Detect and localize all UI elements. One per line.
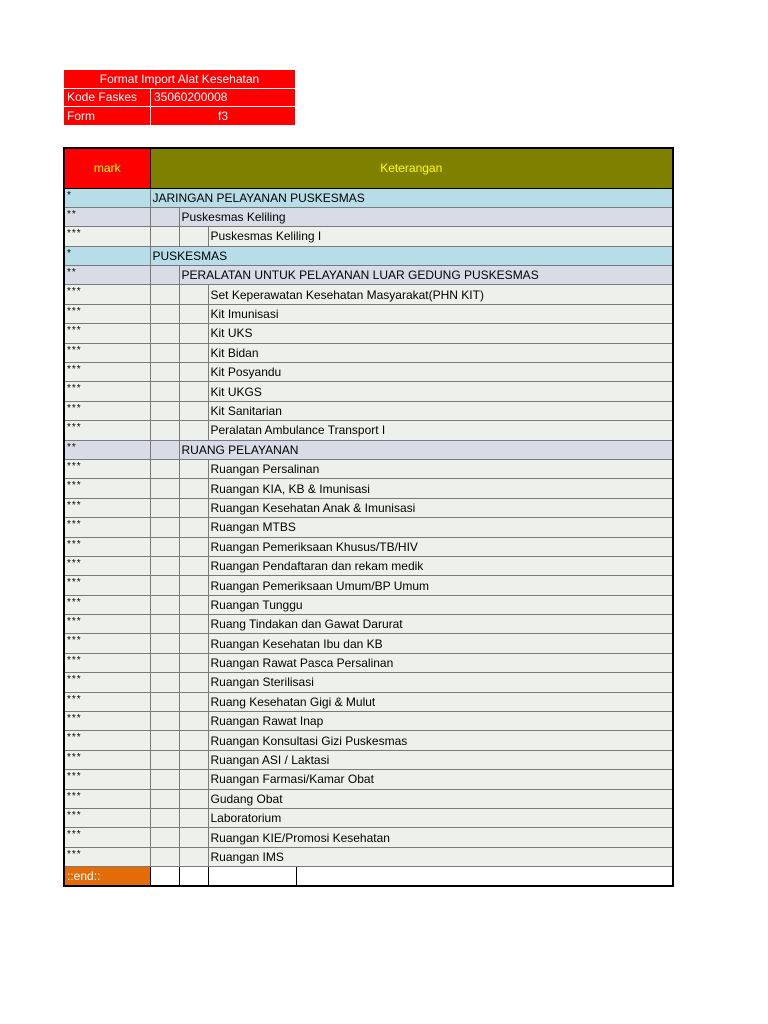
indent-cell[interactable] <box>150 673 179 692</box>
mark-cell[interactable]: *** <box>64 789 150 808</box>
mark-cell[interactable]: *** <box>64 770 150 789</box>
mark-cell[interactable]: *** <box>64 227 150 246</box>
indent-cell[interactable] <box>179 285 208 304</box>
mark-cell[interactable]: *** <box>64 343 150 362</box>
indent-cell[interactable] <box>150 207 179 226</box>
mark-cell[interactable]: *** <box>64 401 150 420</box>
mark-cell[interactable]: *** <box>64 556 150 575</box>
mark-cell[interactable]: *** <box>64 363 150 382</box>
form-label: Form <box>64 107 151 126</box>
keterangan-cell[interactable]: Kit UKS <box>208 324 673 343</box>
indent-cell[interactable] <box>179 809 208 828</box>
indent-cell[interactable] <box>179 576 208 595</box>
mark-cell[interactable]: *** <box>64 285 150 304</box>
table-row[interactable] <box>64 789 673 808</box>
indent-cell[interactable] <box>150 789 179 808</box>
keterangan-cell[interactable]: Ruangan Pemeriksaan Umum/BP Umum <box>208 576 673 595</box>
keterangan-cell[interactable]: Ruangan Sterilisasi <box>208 673 673 692</box>
kode-faskes-value[interactable]: 35060200008 <box>151 88 296 107</box>
indent-cell[interactable] <box>150 266 179 285</box>
indent-cell[interactable] <box>150 498 179 517</box>
indent-cell[interactable] <box>179 421 208 440</box>
indent-cell[interactable] <box>179 770 208 789</box>
indent-cell[interactable] <box>179 401 208 420</box>
indent-cell[interactable] <box>150 847 179 866</box>
keterangan-cell[interactable]: Kit Posyandu <box>208 363 673 382</box>
indent-cell[interactable] <box>150 479 179 498</box>
form-value[interactable]: f3 <box>151 107 296 126</box>
table-row[interactable] <box>64 731 673 750</box>
indent-cell[interactable] <box>150 518 179 537</box>
indent-cell[interactable] <box>150 537 179 556</box>
mark-cell[interactable]: * <box>64 246 150 265</box>
indent-cell[interactable] <box>150 653 179 672</box>
empty-cell[interactable] <box>179 867 208 886</box>
keterangan-cell[interactable]: Ruangan Pemeriksaan Khusus/TB/HIV <box>208 537 673 556</box>
table-row[interactable] <box>64 770 673 789</box>
indent-cell[interactable] <box>179 595 208 614</box>
indent-cell[interactable] <box>179 789 208 808</box>
keterangan-cell[interactable]: Ruangan Farmasi/Kamar Obat <box>208 770 673 789</box>
table-row[interactable] <box>64 440 673 459</box>
table-row[interactable] <box>64 653 673 672</box>
indent-cell[interactable] <box>179 692 208 711</box>
keterangan-cell[interactable]: Ruangan Pendaftaran dan rekam medik <box>208 556 673 575</box>
table-row[interactable] <box>64 382 673 401</box>
mark-cell[interactable]: *** <box>64 750 150 769</box>
indent-cell[interactable] <box>179 363 208 382</box>
indent-cell[interactable] <box>150 712 179 731</box>
keterangan-cell[interactable]: RUANG PELAYANAN <box>179 440 673 459</box>
table-row[interactable] <box>64 459 673 478</box>
indent-cell[interactable] <box>150 692 179 711</box>
table-row[interactable] <box>64 556 673 575</box>
indent-cell[interactable] <box>150 634 179 653</box>
keterangan-cell[interactable]: Ruangan IMS <box>208 847 673 866</box>
indent-cell[interactable] <box>179 324 208 343</box>
table-row[interactable] <box>64 750 673 769</box>
table-row[interactable] <box>64 595 673 614</box>
keterangan-cell[interactable]: Kit Sanitarian <box>208 401 673 420</box>
keterangan-cell[interactable]: Ruangan Kesehatan Anak & Imunisasi <box>208 498 673 517</box>
indent-cell[interactable] <box>150 615 179 634</box>
keterangan-cell[interactable]: Puskesmas Keliling I <box>208 227 673 246</box>
indent-cell[interactable] <box>179 459 208 478</box>
mark-cell[interactable]: *** <box>64 421 150 440</box>
indent-cell[interactable] <box>179 304 208 323</box>
keterangan-cell[interactable]: Ruangan Persalinan <box>208 459 673 478</box>
indent-cell[interactable] <box>179 673 208 692</box>
mark-cell[interactable]: *** <box>64 634 150 653</box>
mark-cell[interactable]: *** <box>64 809 150 828</box>
table-row[interactable] <box>64 809 673 828</box>
mark-cell[interactable]: *** <box>64 847 150 866</box>
table-row[interactable] <box>64 324 673 343</box>
table-row[interactable] <box>64 421 673 440</box>
keterangan-cell[interactable]: Ruangan ASI / Laktasi <box>208 750 673 769</box>
indent-cell[interactable] <box>179 712 208 731</box>
table-row[interactable] <box>64 634 673 653</box>
indent-cell[interactable] <box>179 382 208 401</box>
indent-cell[interactable] <box>179 479 208 498</box>
table-row[interactable] <box>64 692 673 711</box>
kode-faskes-label: Kode Faskes <box>64 88 151 107</box>
info-block <box>63 69 296 126</box>
keterangan-cell[interactable]: Gudang Obat <box>208 789 673 808</box>
indent-cell[interactable] <box>150 227 179 246</box>
table-row[interactable] <box>64 363 673 382</box>
indent-cell[interactable] <box>179 537 208 556</box>
keterangan-cell[interactable]: Ruangan Kesehatan Ibu dan KB <box>208 634 673 653</box>
keterangan-cell[interactable]: Puskesmas Keliling <box>179 207 673 226</box>
mark-cell[interactable]: *** <box>64 479 150 498</box>
keterangan-cell[interactable]: Kit UKGS <box>208 382 673 401</box>
table-row[interactable] <box>64 207 673 226</box>
column-header-keterangan: Keterangan <box>150 148 673 188</box>
mark-cell[interactable]: *** <box>64 498 150 517</box>
mark-cell[interactable]: *** <box>64 382 150 401</box>
table-row[interactable] <box>64 479 673 498</box>
keterangan-cell[interactable]: Kit Imunisasi <box>208 304 673 323</box>
keterangan-cell[interactable]: Kit Bidan <box>208 343 673 362</box>
table-body <box>64 188 673 886</box>
table-row[interactable] <box>64 828 673 847</box>
table-row[interactable] <box>64 847 673 866</box>
mark-cell[interactable]: *** <box>64 304 150 323</box>
table-row[interactable] <box>64 304 673 323</box>
mark-cell[interactable]: *** <box>64 673 150 692</box>
keterangan-cell[interactable]: Peralatan Ambulance Transport I <box>208 421 673 440</box>
keterangan-cell[interactable]: Ruangan KIA, KB & Imunisasi <box>208 479 673 498</box>
keterangan-cell[interactable]: Ruangan MTBS <box>208 518 673 537</box>
table-row[interactable] <box>64 227 673 246</box>
indent-cell[interactable] <box>179 518 208 537</box>
empty-cell[interactable] <box>150 867 179 886</box>
keterangan-cell[interactable]: Ruang Kesehatan Gigi & Mulut <box>208 692 673 711</box>
indent-cell[interactable] <box>150 421 179 440</box>
mark-cell[interactable]: *** <box>64 595 150 614</box>
keterangan-cell[interactable]: Ruang Tindakan dan Gawat Darurat <box>208 615 673 634</box>
indent-cell[interactable] <box>179 556 208 575</box>
indent-cell[interactable] <box>150 576 179 595</box>
indent-cell[interactable] <box>179 750 208 769</box>
mark-cell[interactable]: ** <box>64 207 150 226</box>
keterangan-cell[interactable]: Ruangan Tunggu <box>208 595 673 614</box>
mark-cell[interactable]: *** <box>64 692 150 711</box>
empty-cell[interactable] <box>208 867 296 886</box>
indent-cell[interactable] <box>179 847 208 866</box>
indent-cell[interactable] <box>179 615 208 634</box>
mark-cell[interactable]: *** <box>64 828 150 847</box>
indent-cell[interactable] <box>150 343 179 362</box>
indent-cell[interactable] <box>179 343 208 362</box>
indent-cell[interactable] <box>150 363 179 382</box>
table-row[interactable] <box>64 285 673 304</box>
keterangan-cell[interactable]: Ruangan KIE/Promosi Kesehatan <box>208 828 673 847</box>
indent-cell[interactable] <box>150 459 179 478</box>
keterangan-cell[interactable]: Laboratorium <box>208 809 673 828</box>
keterangan-cell[interactable]: PERALATAN UNTUK PELAYANAN LUAR GEDUNG PUSKESMAS <box>179 266 673 285</box>
indent-cell[interactable] <box>150 828 179 847</box>
indent-cell[interactable] <box>179 731 208 750</box>
keterangan-cell[interactable]: Ruangan Rawat Pasca Persalinan <box>208 653 673 672</box>
mark-cell[interactable]: *** <box>64 712 150 731</box>
indent-cell[interactable] <box>150 401 179 420</box>
indent-cell[interactable] <box>150 324 179 343</box>
mark-cell[interactable]: *** <box>64 518 150 537</box>
table-row[interactable] <box>64 518 673 537</box>
mark-cell[interactable]: *** <box>64 576 150 595</box>
mark-cell[interactable]: ** <box>64 440 150 459</box>
mark-cell[interactable]: *** <box>64 615 150 634</box>
indent-cell[interactable] <box>150 809 179 828</box>
table-row[interactable] <box>64 246 673 265</box>
keterangan-cell[interactable]: Ruangan Konsultasi Gizi Puskesmas <box>208 731 673 750</box>
table-row[interactable] <box>64 343 673 362</box>
indent-cell[interactable] <box>150 731 179 750</box>
keterangan-cell[interactable]: JARINGAN PELAYANAN PUSKESMAS <box>150 188 673 207</box>
mark-cell[interactable]: *** <box>64 459 150 478</box>
keterangan-cell[interactable]: PUSKESMAS <box>150 246 673 265</box>
table-row[interactable] <box>64 537 673 556</box>
indent-cell[interactable] <box>179 498 208 517</box>
mark-cell[interactable]: *** <box>64 324 150 343</box>
indent-cell[interactable] <box>150 595 179 614</box>
mark-cell[interactable]: ** <box>64 266 150 285</box>
table-row[interactable] <box>64 576 673 595</box>
table-row[interactable] <box>64 266 673 285</box>
equipment-table <box>63 147 674 887</box>
column-header-mark: mark <box>64 148 150 188</box>
format-title: Format Import Alat Kesehatan <box>64 70 296 89</box>
indent-cell[interactable] <box>179 828 208 847</box>
table-row[interactable] <box>64 401 673 420</box>
keterangan-cell[interactable]: Set Keperawatan Kesehatan Masyarakat(PHN KIT) <box>208 285 673 304</box>
table-row[interactable] <box>64 498 673 517</box>
table-row[interactable] <box>64 615 673 634</box>
indent-cell[interactable] <box>179 653 208 672</box>
table-row[interactable] <box>64 712 673 731</box>
table-row[interactable] <box>64 188 673 207</box>
indent-cell[interactable] <box>150 382 179 401</box>
indent-cell[interactable] <box>150 304 179 323</box>
keterangan-cell[interactable]: Ruangan Rawat Inap <box>208 712 673 731</box>
indent-cell[interactable] <box>150 750 179 769</box>
indent-cell[interactable] <box>179 227 208 246</box>
indent-cell[interactable] <box>179 634 208 653</box>
indent-cell[interactable] <box>150 556 179 575</box>
mark-cell[interactable]: * <box>64 188 150 207</box>
end-marker-cell[interactable]: ::end:: <box>64 867 150 886</box>
mark-cell[interactable]: *** <box>64 731 150 750</box>
table-row[interactable] <box>64 673 673 692</box>
mark-cell[interactable]: *** <box>64 653 150 672</box>
indent-cell[interactable] <box>150 440 179 459</box>
indent-cell[interactable] <box>150 285 179 304</box>
end-row[interactable] <box>64 867 673 886</box>
empty-cell[interactable] <box>296 867 673 886</box>
mark-cell[interactable]: *** <box>64 537 150 556</box>
indent-cell[interactable] <box>150 770 179 789</box>
